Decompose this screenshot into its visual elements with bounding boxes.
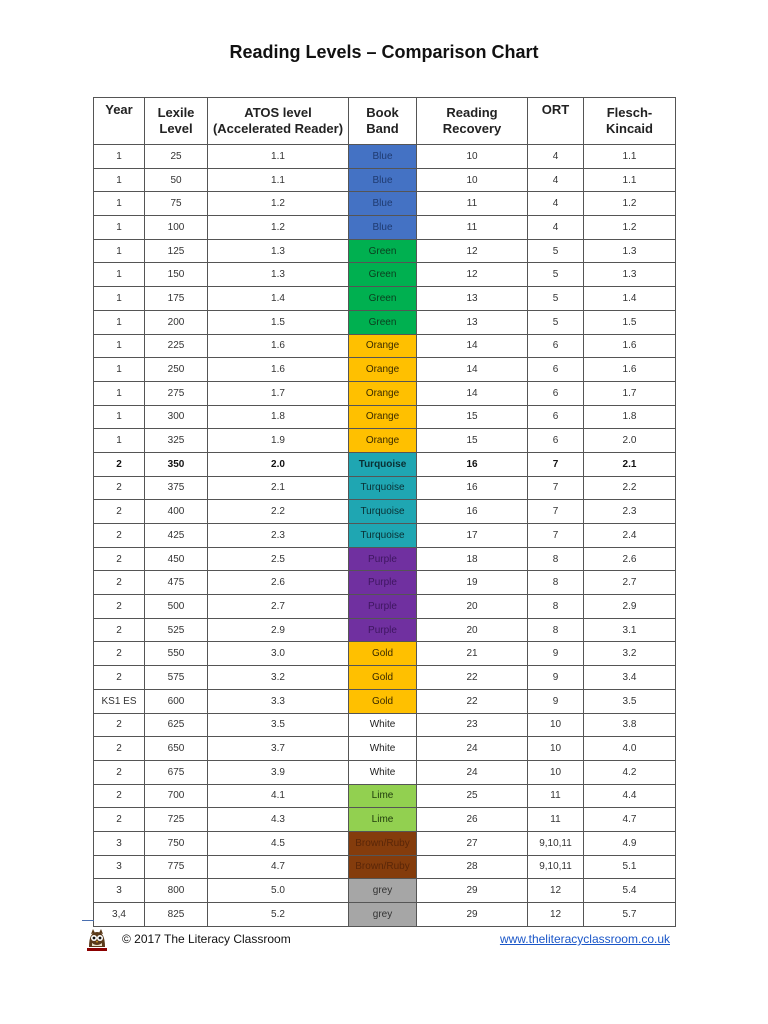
cell-reading-recovery: 14 [417,334,528,358]
cell-book-band: Lime [349,784,417,808]
cell-reading-recovery: 20 [417,595,528,619]
header-lexile: Lexile Level [145,98,208,145]
cell-lexile: 700 [145,784,208,808]
table-row [94,666,676,690]
cell-reading-recovery: 14 [417,381,528,405]
page-title: Reading Levels – Comparison Chart [229,42,539,62]
cell-book-band: Orange [349,358,417,382]
cell-year: 2 [94,524,145,548]
cell-year: 1 [94,145,145,169]
cell-reading-recovery: 16 [417,476,528,500]
cell-flesch-kincaid: 2.2 [584,476,676,500]
header-atos: ATOS level (Accelerated Reader) [208,98,349,145]
cell-book-band: Orange [349,334,417,358]
table-row [94,855,676,879]
cell-ort: 7 [528,476,584,500]
cell-flesch-kincaid: 1.4 [584,287,676,311]
cell-reading-recovery: 21 [417,642,528,666]
cell-atos: 2.9 [208,618,349,642]
cell-lexile: 575 [145,666,208,690]
table-row [94,784,676,808]
cell-atos: 4.7 [208,855,349,879]
header-year: Year [94,98,145,145]
cell-ort: 9 [528,689,584,713]
table-row [94,500,676,524]
cell-book-band: White [349,760,417,784]
cell-reading-recovery: 10 [417,168,528,192]
cell-flesch-kincaid: 3.4 [584,666,676,690]
divider [82,920,94,921]
cell-atos: 1.2 [208,216,349,240]
cell-reading-recovery: 12 [417,239,528,263]
cell-lexile: 500 [145,595,208,619]
cell-ort: 4 [528,168,584,192]
cell-flesch-kincaid: 2.9 [584,595,676,619]
cell-year: 2 [94,737,145,761]
cell-lexile: 125 [145,239,208,263]
cell-year: 3 [94,831,145,855]
cell-atos: 5.0 [208,879,349,903]
cell-atos: 2.0 [208,452,349,476]
cell-reading-recovery: 16 [417,452,528,476]
table-row [94,642,676,666]
cell-book-band: Gold [349,642,417,666]
cell-atos: 1.5 [208,310,349,334]
header-ort: ORT [528,98,584,145]
cell-flesch-kincaid: 1.5 [584,310,676,334]
table-row [94,476,676,500]
cell-atos: 2.2 [208,500,349,524]
cell-year: KS1 ES [94,689,145,713]
cell-reading-recovery: 18 [417,547,528,571]
cell-flesch-kincaid: 2.4 [584,524,676,548]
cell-ort: 6 [528,405,584,429]
cell-atos: 1.3 [208,263,349,287]
cell-year: 3 [94,855,145,879]
cell-ort: 5 [528,263,584,287]
table-row [94,263,676,287]
table-row [94,571,676,595]
cell-ort: 8 [528,618,584,642]
cell-atos: 1.6 [208,334,349,358]
cell-reading-recovery: 23 [417,713,528,737]
cell-book-band: Gold [349,689,417,713]
cell-flesch-kincaid: 1.1 [584,145,676,169]
cell-flesch-kincaid: 5.1 [584,855,676,879]
table-row [94,405,676,429]
cell-ort: 10 [528,737,584,761]
cell-ort: 5 [528,239,584,263]
cell-atos: 3.9 [208,760,349,784]
cell-atos: 3.0 [208,642,349,666]
cell-year: 2 [94,618,145,642]
cell-lexile: 25 [145,145,208,169]
cell-year: 2 [94,642,145,666]
cell-reading-recovery: 26 [417,808,528,832]
cell-book-band: Turquoise [349,452,417,476]
cell-year: 1 [94,168,145,192]
cell-book-band: Gold [349,666,417,690]
cell-reading-recovery: 17 [417,524,528,548]
cell-reading-recovery: 11 [417,192,528,216]
cell-reading-recovery: 29 [417,903,528,927]
cell-lexile: 475 [145,571,208,595]
cell-lexile: 375 [145,476,208,500]
website-link[interactable]: www.theliteracyclassroom.co.uk [499,932,670,946]
cell-atos: 1.4 [208,287,349,311]
cell-book-band: Lime [349,808,417,832]
cell-year: 1 [94,310,145,334]
cell-atos: 3.7 [208,737,349,761]
cell-atos: 2.1 [208,476,349,500]
cell-year: 2 [94,760,145,784]
cell-flesch-kincaid: 2.7 [584,571,676,595]
cell-ort: 7 [528,524,584,548]
cell-flesch-kincaid: 1.3 [584,239,676,263]
cell-book-band: Orange [349,429,417,453]
cell-atos: 1.8 [208,405,349,429]
cell-year: 1 [94,263,145,287]
cell-lexile: 225 [145,334,208,358]
cell-book-band: Purple [349,571,417,595]
cell-atos: 4.3 [208,808,349,832]
cell-lexile: 625 [145,713,208,737]
cell-flesch-kincaid: 5.7 [584,903,676,927]
table-row [94,168,676,192]
cell-reading-recovery: 24 [417,760,528,784]
cell-flesch-kincaid: 1.6 [584,334,676,358]
table-row [94,239,676,263]
cell-atos: 2.5 [208,547,349,571]
cell-ort: 6 [528,334,584,358]
cell-book-band: Turquoise [349,476,417,500]
cell-reading-recovery: 15 [417,429,528,453]
cell-lexile: 275 [145,381,208,405]
cell-ort: 5 [528,310,584,334]
cell-flesch-kincaid: 5.4 [584,879,676,903]
cell-book-band: Green [349,310,417,334]
table-row [94,689,676,713]
cell-reading-recovery: 20 [417,618,528,642]
cell-atos: 1.6 [208,358,349,382]
cell-flesch-kincaid: 1.3 [584,263,676,287]
copyright-text: © 2017 The Literacy Classroom [122,932,291,946]
cell-year: 3 [94,879,145,903]
cell-ort: 8 [528,595,584,619]
cell-flesch-kincaid: 3.5 [584,689,676,713]
header-flesch-kincaid: Flesch-Kincaid [584,98,676,145]
cell-year: 1 [94,287,145,311]
cell-lexile: 800 [145,879,208,903]
table-row [94,334,676,358]
cell-flesch-kincaid: 2.6 [584,547,676,571]
table-body [94,145,676,927]
cell-atos: 1.3 [208,239,349,263]
cell-lexile: 75 [145,192,208,216]
cell-lexile: 175 [145,287,208,311]
cell-reading-recovery: 28 [417,855,528,879]
cell-reading-recovery: 14 [417,358,528,382]
cell-year: 1 [94,239,145,263]
cell-ort: 4 [528,192,584,216]
cell-ort: 9 [528,642,584,666]
table-row [94,547,676,571]
cell-ort: 12 [528,903,584,927]
cell-atos: 1.1 [208,168,349,192]
cell-flesch-kincaid: 4.4 [584,784,676,808]
table-row [94,452,676,476]
cell-lexile: 425 [145,524,208,548]
cell-reading-recovery: 13 [417,310,528,334]
cell-year: 3,4 [94,903,145,927]
table-row [94,145,676,169]
owl-icon [84,926,110,952]
cell-book-band: White [349,713,417,737]
cell-year: 2 [94,547,145,571]
cell-year: 2 [94,713,145,737]
cell-ort: 6 [528,429,584,453]
cell-flesch-kincaid: 3.2 [584,642,676,666]
cell-flesch-kincaid: 1.7 [584,381,676,405]
footer-copyright [84,926,291,952]
table-row [94,358,676,382]
cell-flesch-kincaid: 2.1 [584,452,676,476]
cell-lexile: 600 [145,689,208,713]
cell-ort: 9,10,11 [528,855,584,879]
cell-ort: 5 [528,287,584,311]
table-row [94,429,676,453]
cell-atos: 2.7 [208,595,349,619]
table-row [94,737,676,761]
cell-book-band: Orange [349,405,417,429]
cell-lexile: 825 [145,903,208,927]
cell-lexile: 775 [145,855,208,879]
cell-ort: 9,10,11 [528,831,584,855]
cell-lexile: 50 [145,168,208,192]
table-row [94,879,676,903]
cell-ort: 6 [528,358,584,382]
cell-lexile: 400 [145,500,208,524]
cell-book-band: Turquoise [349,524,417,548]
cell-year: 1 [94,216,145,240]
cell-book-band: Green [349,239,417,263]
cell-book-band: Turquoise [349,500,417,524]
cell-ort: 7 [528,452,584,476]
table-row [94,760,676,784]
cell-ort: 9 [528,666,584,690]
table-row [94,216,676,240]
cell-flesch-kincaid: 3.8 [584,713,676,737]
cell-atos: 5.2 [208,903,349,927]
cell-lexile: 150 [145,263,208,287]
cell-flesch-kincaid: 3.1 [584,618,676,642]
cell-atos: 4.1 [208,784,349,808]
reading-levels-table [93,97,676,927]
cell-atos: 2.3 [208,524,349,548]
cell-flesch-kincaid: 4.9 [584,831,676,855]
cell-book-band: White [349,737,417,761]
table-row [94,713,676,737]
cell-year: 1 [94,429,145,453]
cell-reading-recovery: 15 [417,405,528,429]
cell-reading-recovery: 10 [417,145,528,169]
table-header-row [94,98,676,145]
cell-ort: 8 [528,571,584,595]
cell-ort: 11 [528,808,584,832]
cell-ort: 4 [528,145,584,169]
cell-lexile: 525 [145,618,208,642]
cell-flesch-kincaid: 1.2 [584,192,676,216]
table-row [94,595,676,619]
cell-reading-recovery: 22 [417,666,528,690]
cell-ort: 11 [528,784,584,808]
cell-book-band: Blue [349,216,417,240]
table-row [94,524,676,548]
cell-atos: 3.3 [208,689,349,713]
cell-reading-recovery: 25 [417,784,528,808]
cell-ort: 4 [528,216,584,240]
cell-book-band: grey [349,879,417,903]
cell-year: 2 [94,476,145,500]
cell-lexile: 200 [145,310,208,334]
cell-flesch-kincaid: 1.1 [584,168,676,192]
cell-year: 2 [94,808,145,832]
cell-year: 2 [94,500,145,524]
cell-lexile: 750 [145,831,208,855]
table-row [94,287,676,311]
cell-lexile: 450 [145,547,208,571]
cell-book-band: Green [349,263,417,287]
cell-lexile: 300 [145,405,208,429]
cell-year: 2 [94,666,145,690]
cell-atos: 3.2 [208,666,349,690]
cell-reading-recovery: 13 [417,287,528,311]
cell-year: 2 [94,571,145,595]
cell-ort: 7 [528,500,584,524]
header-book-band: Book Band [349,98,417,145]
cell-year: 1 [94,192,145,216]
cell-ort: 6 [528,381,584,405]
cell-year: 2 [94,784,145,808]
cell-reading-recovery: 16 [417,500,528,524]
cell-atos: 1.2 [208,192,349,216]
cell-flesch-kincaid: 2.3 [584,500,676,524]
cell-lexile: 325 [145,429,208,453]
cell-book-band: Purple [349,547,417,571]
cell-reading-recovery: 22 [417,689,528,713]
cell-book-band: Blue [349,145,417,169]
cell-atos: 1.7 [208,381,349,405]
cell-year: 1 [94,358,145,382]
cell-book-band: Blue [349,168,417,192]
table-row [94,192,676,216]
cell-year: 1 [94,381,145,405]
cell-lexile: 725 [145,808,208,832]
cell-atos: 4.5 [208,831,349,855]
cell-book-band: grey [349,903,417,927]
cell-ort: 10 [528,713,584,737]
cell-reading-recovery: 11 [417,216,528,240]
cell-ort: 8 [528,547,584,571]
cell-book-band: Purple [349,595,417,619]
cell-flesch-kincaid: 4.2 [584,760,676,784]
cell-flesch-kincaid: 1.8 [584,405,676,429]
cell-book-band: Brown/Ruby [349,831,417,855]
cell-reading-recovery: 19 [417,571,528,595]
cell-book-band: Orange [349,381,417,405]
cell-atos: 1.1 [208,145,349,169]
table-row [94,310,676,334]
cell-atos: 1.9 [208,429,349,453]
cell-flesch-kincaid: 2.0 [584,429,676,453]
cell-flesch-kincaid: 4.0 [584,737,676,761]
cell-lexile: 650 [145,737,208,761]
cell-lexile: 675 [145,760,208,784]
cell-reading-recovery: 27 [417,831,528,855]
cell-year: 2 [94,595,145,619]
table-row [94,618,676,642]
cell-atos: 3.5 [208,713,349,737]
cell-book-band: Blue [349,192,417,216]
cell-book-band: Purple [349,618,417,642]
cell-book-band: Brown/Ruby [349,855,417,879]
cell-flesch-kincaid: 1.2 [584,216,676,240]
table-row [94,808,676,832]
cell-book-band: Green [349,287,417,311]
table-row [94,831,676,855]
cell-reading-recovery: 24 [417,737,528,761]
cell-lexile: 350 [145,452,208,476]
cell-year: 1 [94,405,145,429]
table-row [94,903,676,927]
cell-year: 2 [94,452,145,476]
cell-reading-recovery: 29 [417,879,528,903]
header-reading-recovery: Reading Recovery [417,98,528,145]
cell-ort: 12 [528,879,584,903]
cell-year: 1 [94,334,145,358]
cell-lexile: 250 [145,358,208,382]
table-row [94,381,676,405]
cell-lexile: 550 [145,642,208,666]
cell-atos: 2.6 [208,571,349,595]
cell-flesch-kincaid: 1.6 [584,358,676,382]
cell-reading-recovery: 12 [417,263,528,287]
cell-lexile: 100 [145,216,208,240]
cell-ort: 10 [528,760,584,784]
cell-flesch-kincaid: 4.7 [584,808,676,832]
